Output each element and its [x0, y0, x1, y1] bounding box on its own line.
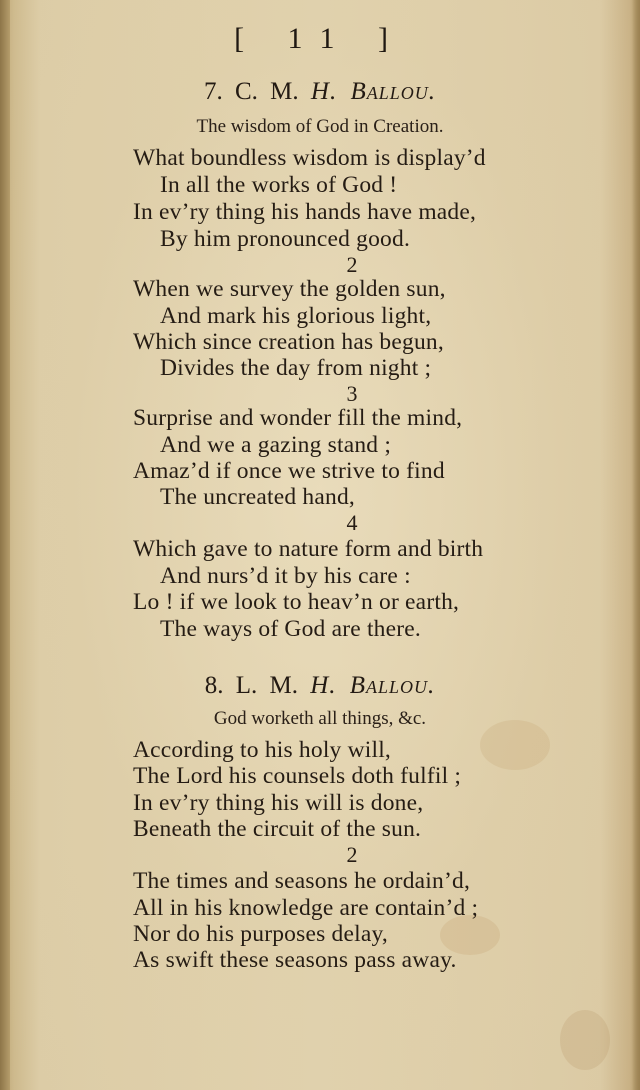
verse-line: Which since creation has begun, [133, 329, 444, 355]
page-spine-edge [0, 0, 10, 1090]
verse-line: Which gave to nature form and birth [133, 536, 484, 562]
page-number: [ 11 ] [234, 22, 406, 55]
paper-stain [560, 1010, 610, 1070]
page-outer-edge [632, 0, 640, 1090]
verse-line: When we survey the golden sun, [133, 276, 446, 302]
verse-line: The Lord his counsels doth fulfil ; [133, 763, 462, 789]
hymn-subtitle: The wisdom of God in Creation. [196, 116, 444, 137]
verse-line: What boundless wisdom is display’d [133, 145, 486, 171]
verse-line: And mark his glorious light, [160, 303, 432, 329]
verse-line: As swift these seasons pass away. [133, 947, 457, 973]
verse-line: The times and seasons he ordain’d, [133, 868, 471, 894]
hymn-meter: C. M. [235, 78, 299, 105]
verse-line: In all the works of God ! [160, 172, 398, 198]
hymn-subtitle: God worketh all things, &c. [213, 708, 427, 729]
verse-number: 4 [346, 510, 358, 535]
hymn-author: H. Ballou. [310, 672, 436, 699]
verse-number: 2 [346, 252, 358, 277]
verse-line: Surprise and wonder fill the mind, [133, 405, 463, 431]
verse-line: Nor do his purposes delay, [133, 921, 388, 947]
hymn-heading [0, 78, 640, 106]
hymn-heading [0, 672, 640, 700]
verse-line: By him pronounced good. [160, 226, 411, 252]
verse-number: 2 [346, 842, 358, 867]
verse-line: In ev’ry thing his will is done, [133, 790, 424, 816]
verse-line: Amaz’d if once we strive to find [133, 458, 445, 484]
hymn-meter: L. M. [235, 672, 298, 699]
verse-line: In ev’ry thing his hands have made, [133, 199, 477, 225]
verse-line: Beneath the circuit of the sun. [133, 816, 422, 842]
hymn-number: 7. [204, 78, 223, 105]
verse-line: All in his knowledge are contain’d ; [133, 895, 479, 921]
verse-line: According to his holy will, [133, 737, 392, 763]
verse-line: And nurs’d it by his care : [160, 563, 411, 589]
verse-line: The ways of God are there. [160, 616, 421, 642]
verse-number: 3 [346, 381, 358, 406]
verse-line: And we a gazing stand ; [160, 432, 392, 458]
verse-line: Divides the day from night ; [160, 355, 432, 381]
hymn-author: H. Ballou. [310, 78, 436, 105]
verse-line: The uncreated hand, [160, 484, 355, 510]
hymn-number: 8. [204, 672, 224, 699]
verse-line: Lo ! if we look to heav’n or earth, [133, 589, 460, 615]
